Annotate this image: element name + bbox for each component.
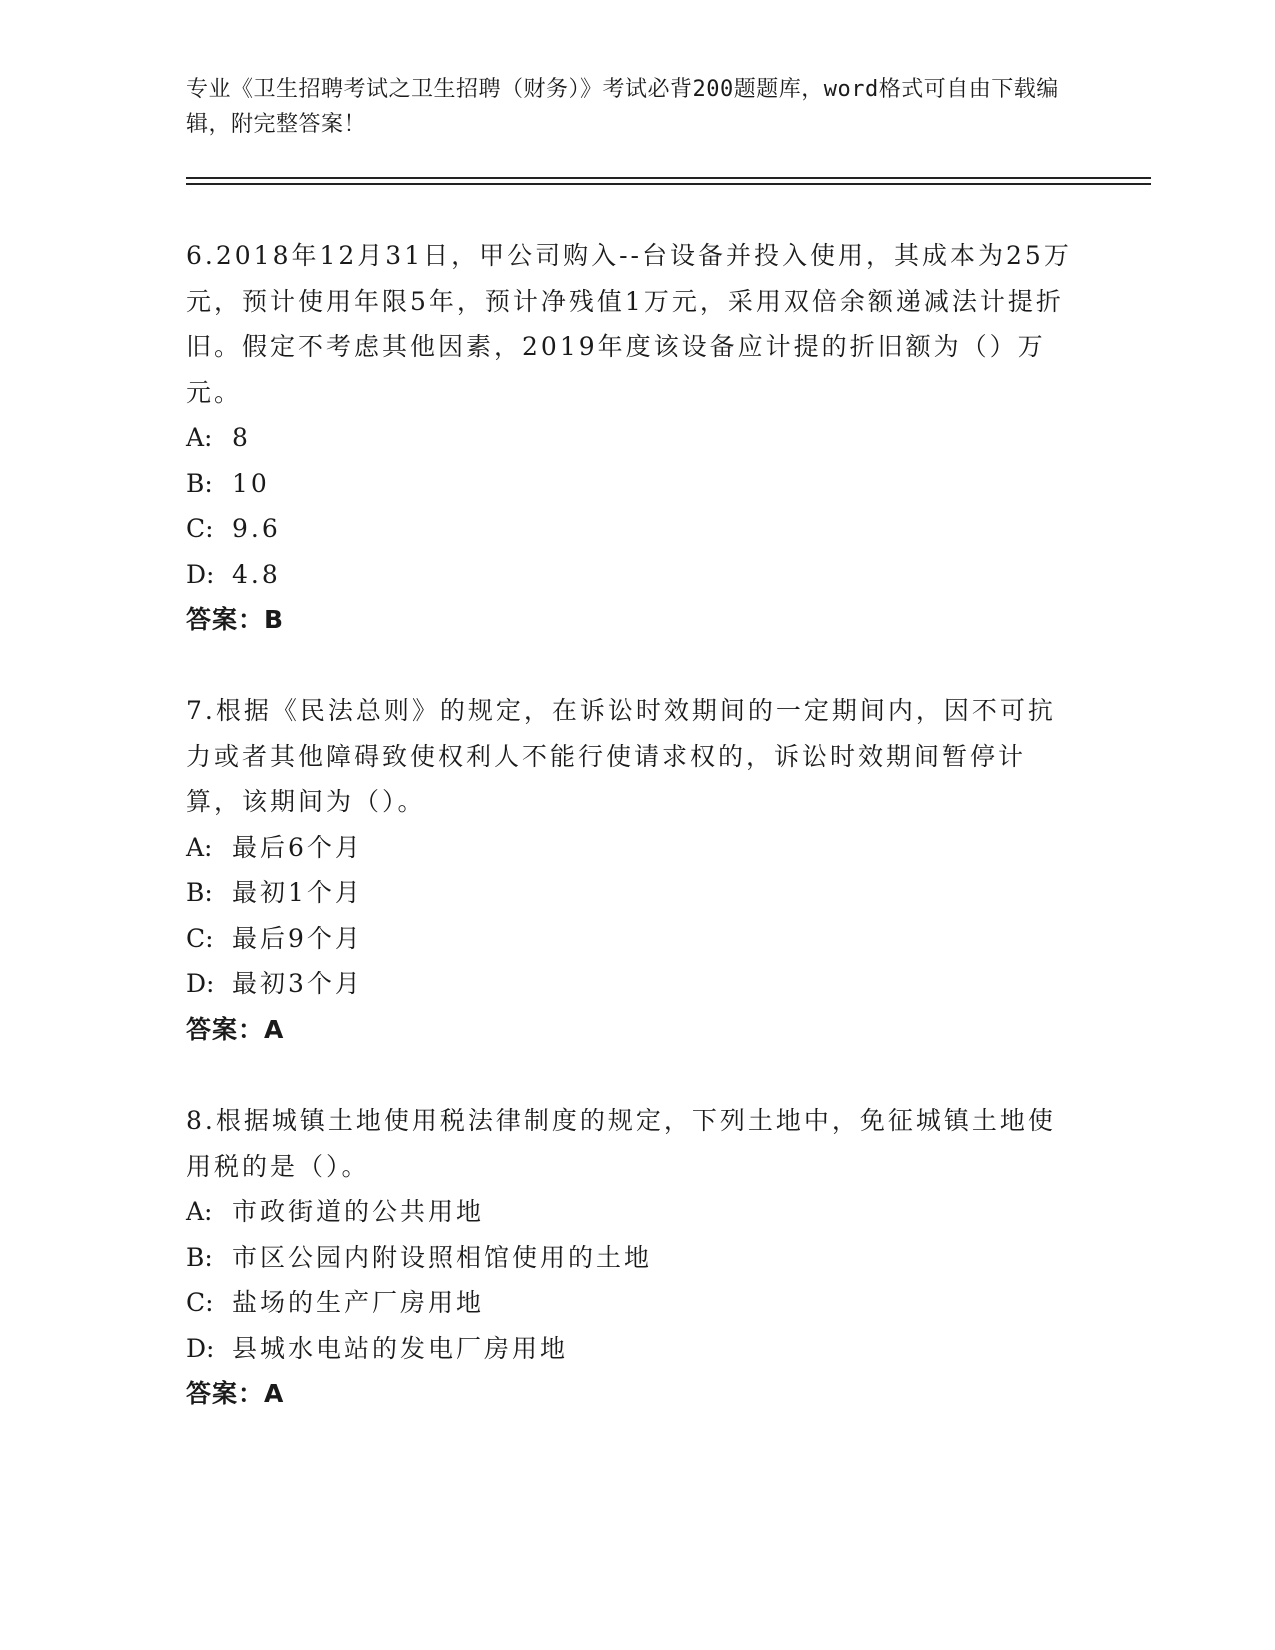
question-stem bbox=[186, 233, 1076, 415]
question-text: 2018年12月31日，甲公司购入--台设备并投入使用，其成本为25万元，预计使用年限5年，预计净残值1万元，采用双倍余额递减法计提折旧。假定不考虑其他因素，2019年度该设备应计提的折旧额为（）万元。 bbox=[186, 241, 1072, 407]
option-text: 县城水电站的发电厂房用地 bbox=[232, 1333, 569, 1363]
option-key: D: bbox=[186, 1333, 215, 1363]
option-key: D: bbox=[186, 969, 215, 998]
option-d bbox=[186, 961, 1076, 1007]
answer-value: A bbox=[264, 1379, 285, 1408]
option-text: 10 bbox=[232, 468, 270, 498]
question-stem bbox=[186, 1098, 1076, 1189]
option-key: C: bbox=[186, 923, 214, 953]
question-number: 7. bbox=[186, 696, 216, 725]
option-c bbox=[186, 916, 1076, 962]
option-text: 最初1个月 bbox=[232, 878, 363, 907]
answer-label: 答案： bbox=[186, 1014, 265, 1044]
option-b bbox=[186, 1235, 1076, 1281]
option-key: D: bbox=[186, 559, 215, 589]
option-b bbox=[186, 870, 1076, 916]
answer-value: B bbox=[264, 605, 285, 634]
option-key: B: bbox=[186, 468, 213, 498]
question-8 bbox=[186, 1098, 1076, 1417]
option-text: 盐场的生产厂房用地 bbox=[232, 1288, 485, 1317]
option-key: B: bbox=[186, 878, 213, 907]
option-d bbox=[186, 1326, 1076, 1372]
question-6 bbox=[186, 233, 1076, 643]
header-divider-bottom bbox=[186, 183, 1151, 185]
question-number: 8. bbox=[186, 1106, 216, 1135]
question-text: 根据城镇土地使用税法律制度的规定，下列土地中，免征城镇土地使用税的是（）。 bbox=[186, 1106, 1056, 1181]
option-key: C: bbox=[186, 1288, 214, 1317]
option-a bbox=[186, 415, 1076, 461]
option-b bbox=[186, 461, 1076, 507]
option-text: 最初3个月 bbox=[232, 969, 363, 998]
header-text: 专业《卫生招聘考试之卫生招聘（财务）》考试必背200题题库，word格式可自由下载编辑，附完整答案！ bbox=[186, 77, 1059, 137]
answer-line bbox=[186, 1371, 1076, 1417]
option-key: A: bbox=[186, 1197, 213, 1226]
answer-line bbox=[186, 597, 1076, 643]
question-7 bbox=[186, 688, 1076, 1052]
question-stem bbox=[186, 688, 1076, 825]
answer-value: A bbox=[264, 1014, 285, 1044]
option-c bbox=[186, 1280, 1076, 1326]
answer-label: 答案： bbox=[186, 605, 265, 634]
question-number: 6. bbox=[186, 241, 216, 270]
answer-label: 答案： bbox=[186, 1379, 265, 1408]
document-header bbox=[186, 72, 1066, 142]
option-key: A: bbox=[186, 423, 213, 452]
question-text: 根据《民法总则》的规定，在诉讼时效期间的一定期间内，因不可抗力或者其他障碍致使权利人不能行使请求权的，诉讼时效期间暂停计算，该期间为（）。 bbox=[186, 696, 1056, 816]
option-text: 8 bbox=[232, 423, 251, 452]
option-a bbox=[186, 1189, 1076, 1235]
option-c bbox=[186, 506, 1076, 552]
answer-line bbox=[186, 1007, 1076, 1053]
option-text: 市区公园内附设照相馆使用的土地 bbox=[232, 1242, 653, 1272]
option-a bbox=[186, 825, 1076, 871]
option-key: A: bbox=[186, 832, 213, 862]
option-text: 4.8 bbox=[232, 559, 281, 589]
option-text: 最后6个月 bbox=[232, 832, 363, 862]
header-divider-top bbox=[186, 177, 1151, 179]
option-text: 9.6 bbox=[232, 514, 281, 543]
option-key: C: bbox=[186, 514, 214, 543]
option-key: B: bbox=[186, 1242, 213, 1272]
option-d bbox=[186, 552, 1076, 598]
option-text: 最后9个月 bbox=[232, 923, 363, 953]
option-text: 市政街道的公共用地 bbox=[232, 1197, 485, 1226]
